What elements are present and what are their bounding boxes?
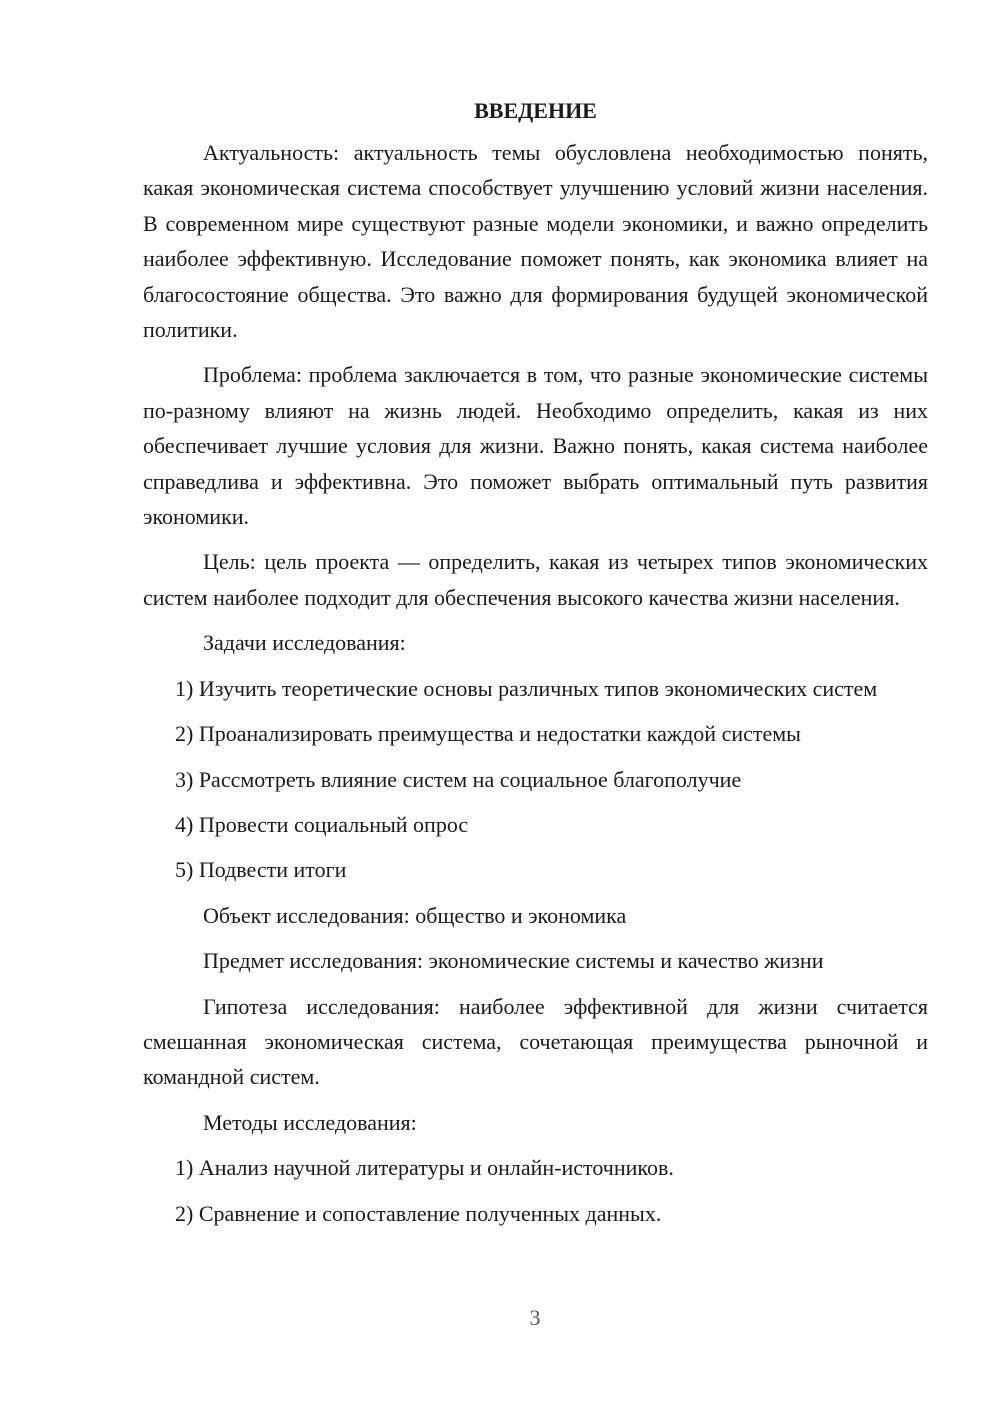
relevance-paragraph: Актуальность: актуальность темы обусловлена необходимостью понять, какая экономическая система способствует улучшению условий жизни населения. В современном мире существуют разные модели экономики, и важно определить наиболее эффективную. Исследование поможет понять, как экономика влияет на благосостояние общества. Это важно для формирования будущей экономической политики. [143,140,928,343]
method-item-1: 1) Анализ научной литературы и онлайн-источников. [175,1155,674,1181]
method-item-2: 2) Сравнение и сопоставление полученных данных. [175,1200,662,1226]
section-title: ВВЕДЕНИЕ [474,98,597,123]
goal-paragraph: Цель: цель проекта — определить, какая из четырех типов экономических систем наиболее подходит для обеспечения высокого качества жизни населения. [143,549,928,610]
research-subject: Предмет исследования: экономические системы и качество жизни [203,948,824,974]
task-item-1: 1) Изучить теоретические основы различных типов экономических систем [175,675,878,701]
hypothesis-paragraph: Гипотеза исследования: наиболее эффективной для жизни считается смешанная экономическая система, сочетающая преимущества рыночной и командной систем. [143,993,928,1090]
page-number: 3 [529,1305,541,1330]
methods-heading: Методы исследования: [203,1109,417,1135]
task-item-2: 2) Проанализировать преимущества и недостатки каждой системы [175,721,801,747]
task-item-5: 5) Подвести итоги [175,857,347,883]
task-item-4: 4) Провести социальный опрос [175,811,469,837]
tasks-heading: Задачи исследования: [203,630,406,656]
document-page [143,95,928,1241]
research-object: Объект исследования: общество и экономика [203,902,627,928]
problem-paragraph: Проблема: проблема заключается в том, что разные экономические системы по-разному влияют на жизнь людей. Необходимо определить, какая из них обеспечивает лучшие условия для жизни. Важно понять, какая система наиболее справедлива и эффективна. Это поможет выбрать оптимальный путь развития экономики. [143,362,928,530]
task-item-3: 3) Рассмотреть влияние систем на социальное благополучие [175,766,742,792]
